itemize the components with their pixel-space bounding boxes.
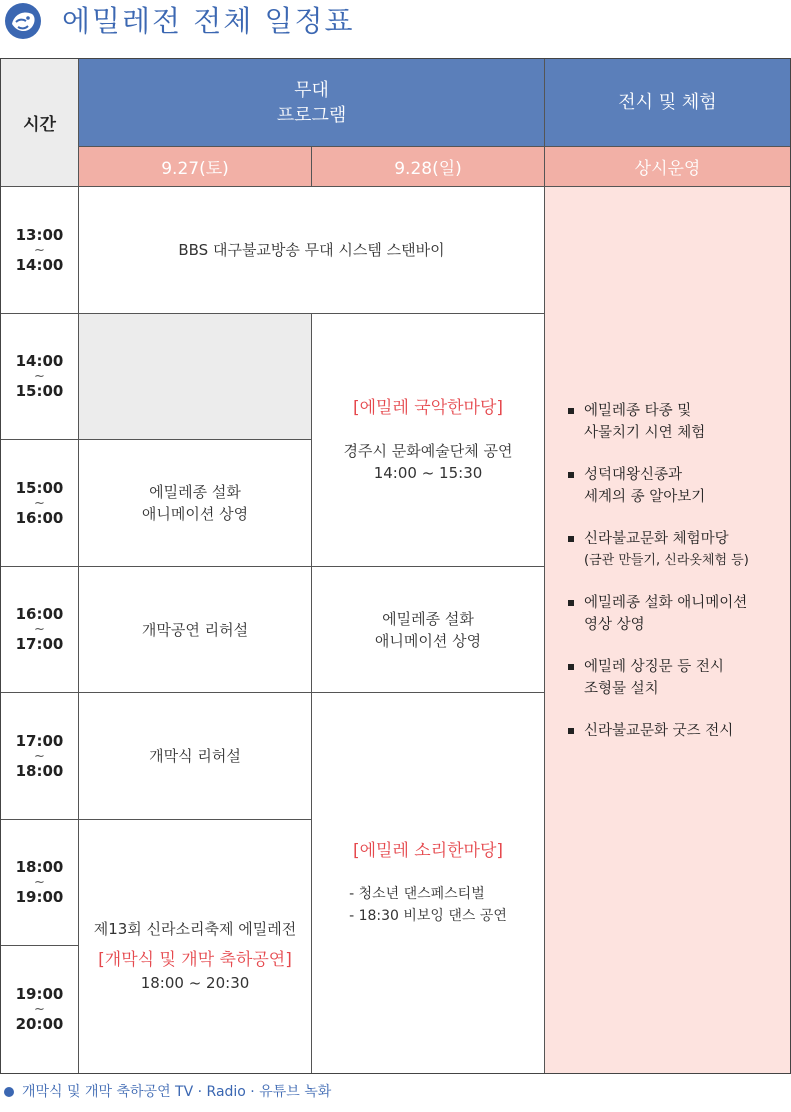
time-slot <box>1 693 79 820</box>
list-item <box>566 400 788 444</box>
exhibit-line1: 신라불교문화 굿즈 전시 <box>584 723 734 739</box>
animation-screening-day2 <box>312 567 545 693</box>
exhibit-line1: 에밀레종 설화 애니메이션 <box>584 595 748 611</box>
standby-event <box>79 187 545 314</box>
ceremony-rehearsal <box>79 693 312 820</box>
gugak-line2: 14:00 ~ 15:30 <box>373 464 483 482</box>
square-bullet-icon <box>568 472 574 478</box>
slot-tilde: ~ <box>34 1002 45 1017</box>
slot-tilde: ~ <box>34 875 45 890</box>
time-slot <box>1 314 79 440</box>
ceremony-time: 18:00 ~ 20:30 <box>140 973 250 992</box>
day2-label: 9.28(일) <box>394 159 462 179</box>
time-slot <box>1 820 79 946</box>
list-item <box>566 720 788 742</box>
gugak-event <box>312 314 545 567</box>
time-slot <box>1 946 79 1073</box>
bullet-dot-icon <box>4 1087 14 1097</box>
time-header-label: 시간 <box>23 115 56 135</box>
list-item <box>566 656 788 700</box>
gugak-line1: 경주시 문화예술단체 공연 <box>343 442 513 460</box>
slot-start: 16:00 <box>15 605 64 623</box>
list-item <box>566 592 788 636</box>
stage-program-header <box>79 59 545 147</box>
sori-event <box>312 693 545 1073</box>
exhibit-line2: 세계의 종 알아보기 <box>584 489 706 505</box>
animation-line1: 에밀레종 설화 <box>382 609 474 628</box>
slot-start: 19:00 <box>15 985 64 1003</box>
opening-rehearsal-text: 개막공연 리허설 <box>141 620 249 639</box>
slot-start: 13:00 <box>15 225 64 244</box>
slot-start: 14:00 <box>15 352 64 370</box>
slot-end: 14:00 <box>15 255 64 274</box>
standby-text: BBS 대구불교방송 무대 시스템 스탠바이 <box>178 241 445 259</box>
slot-end: 18:00 <box>15 761 64 780</box>
opening-rehearsal <box>79 567 312 693</box>
day1-header <box>79 147 312 187</box>
always-header <box>545 147 790 187</box>
slot-start: 18:00 <box>15 858 64 876</box>
always-label: 상시운영 <box>634 159 701 179</box>
slot-start: 17:00 <box>15 731 64 750</box>
gugak-title: [에밀레 국악한마당] <box>352 398 504 418</box>
stage-header-line2: 프로그램 <box>276 104 347 126</box>
time-header <box>1 59 79 187</box>
exhibit-line1: 에밀레 상징문 등 전시 <box>584 659 724 675</box>
exhibit-list <box>566 400 788 762</box>
exhibit-line1: 신라불교문화 체험마당 <box>584 531 729 547</box>
title-row <box>0 0 791 50</box>
animation-line1: 에밀레종 설화 <box>149 483 241 501</box>
slot-tilde: ~ <box>34 242 45 258</box>
slot-tilde: ~ <box>34 622 45 637</box>
list-item <box>566 528 788 572</box>
square-bullet-icon <box>568 664 574 670</box>
sori-title: [에밀레 소리한마당] <box>352 841 504 861</box>
slot-end: 17:00 <box>15 635 64 653</box>
empty-slot <box>79 314 312 440</box>
exhibit-line1: 에밀레종 타종 및 <box>584 403 692 419</box>
time-slot <box>1 440 79 567</box>
time-slot <box>1 567 79 693</box>
bell-face-logo-icon <box>4 2 42 40</box>
slot-end: 19:00 <box>15 888 64 906</box>
slot-tilde: ~ <box>34 748 45 764</box>
slot-tilde: ~ <box>34 495 45 511</box>
ceremony-rehearsal-text: 개막식 리허설 <box>149 747 241 765</box>
footnote-text: 개막식 및 개막 축하공연 TV · Radio · 유튜브 녹화 <box>22 1084 332 1100</box>
animation-screening-day1 <box>79 440 312 567</box>
sori-line1: - 청소년 댄스페스티벌 <box>349 886 485 902</box>
day1-label: 9.27(토) <box>161 159 229 179</box>
animation-line2: 애니메이션 상영 <box>374 631 482 650</box>
exhibit-line2: 영상 상영 <box>584 617 645 633</box>
exhibit-header <box>545 59 790 147</box>
square-bullet-icon <box>568 536 574 542</box>
ceremony-title: [개막식 및 개막 축하공연] <box>98 949 292 970</box>
page-title: 에밀레전 전체 일정표 <box>62 4 355 38</box>
square-bullet-icon <box>568 600 574 606</box>
list-item <box>566 464 788 508</box>
exhibit-line2: 조형물 설치 <box>584 681 659 697</box>
square-bullet-icon <box>568 408 574 414</box>
sori-line2: - 18:30 비보잉 댄스 공연 <box>349 908 507 924</box>
festival-name: 제13회 신라소리축제 에밀레전 <box>93 919 297 938</box>
slot-end: 20:00 <box>15 1015 64 1033</box>
time-slot <box>1 187 79 314</box>
day2-header <box>312 147 545 187</box>
exhibit-header-label: 전시 및 체험 <box>618 92 717 113</box>
exhibit-line1: 성덕대왕신종과 <box>584 467 683 483</box>
footnote <box>4 1082 331 1102</box>
slot-tilde: ~ <box>34 369 45 384</box>
animation-line2: 애니메이션 상영 <box>141 505 249 523</box>
slot-end: 15:00 <box>15 382 64 400</box>
slot-start: 15:00 <box>15 478 64 497</box>
slot-end: 16:00 <box>15 508 64 527</box>
exhibit-line2: (금관 만들기, 신라옷체험 등) <box>584 553 749 568</box>
exhibit-line2: 사물치기 시연 체험 <box>584 425 706 441</box>
square-bullet-icon <box>568 728 574 734</box>
opening-ceremony <box>79 820 312 1073</box>
stage-header-line1: 무대 <box>294 79 329 101</box>
